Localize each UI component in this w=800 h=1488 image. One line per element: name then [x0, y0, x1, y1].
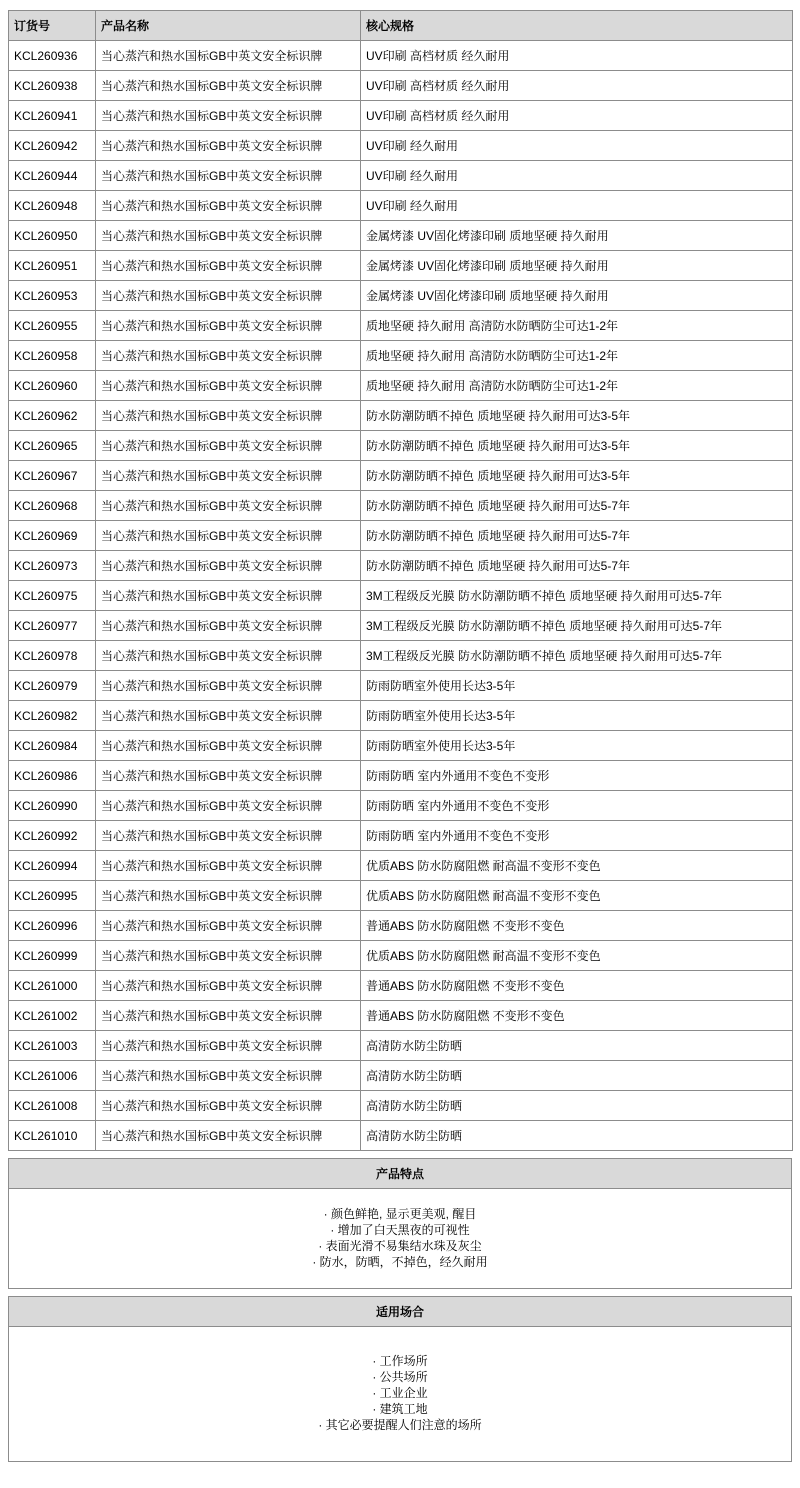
- sku-cell: KCL260936: [9, 41, 96, 71]
- spec-cell: 优质ABS 防水防腐阻燃 耐高温不变形不变色: [361, 881, 793, 911]
- product-name-cell: 当心蒸汽和热水国标GB中英文安全标识牌: [96, 971, 361, 1001]
- table-row: [9, 791, 793, 821]
- sku-cell: KCL260968: [9, 491, 96, 521]
- table-row: [9, 701, 793, 731]
- header-order-number: 订货号: [9, 11, 96, 41]
- product-name-cell: 当心蒸汽和热水国标GB中英文安全标识牌: [96, 791, 361, 821]
- table-row: [9, 911, 793, 941]
- product-table-header: [9, 11, 793, 41]
- product-name-cell: 当心蒸汽和热水国标GB中英文安全标识牌: [96, 431, 361, 461]
- sku-cell: KCL260962: [9, 401, 96, 431]
- table-row: [9, 401, 793, 431]
- table-row: [9, 71, 793, 101]
- occasions-section: [8, 1296, 792, 1462]
- sku-cell: KCL260990: [9, 791, 96, 821]
- occasions-title: 适用场合: [8, 1296, 792, 1327]
- sku-cell: KCL261003: [9, 1031, 96, 1061]
- product-name-cell: 当心蒸汽和热水国标GB中英文安全标识牌: [96, 41, 361, 71]
- product-name-cell: 当心蒸汽和热水国标GB中英文安全标识牌: [96, 491, 361, 521]
- product-name-cell: 当心蒸汽和热水国标GB中英文安全标识牌: [96, 131, 361, 161]
- product-name-cell: 当心蒸汽和热水国标GB中英文安全标识牌: [96, 461, 361, 491]
- product-name-cell: 当心蒸汽和热水国标GB中英文安全标识牌: [96, 671, 361, 701]
- spec-cell: UV印刷 高档材质 经久耐用: [361, 71, 793, 101]
- product-name-cell: 当心蒸汽和热水国标GB中英文安全标识牌: [96, 1121, 361, 1151]
- sku-cell: KCL260992: [9, 821, 96, 851]
- product-name-cell: 当心蒸汽和热水国标GB中英文安全标识牌: [96, 731, 361, 761]
- product-name-cell: 当心蒸汽和热水国标GB中英文安全标识牌: [96, 881, 361, 911]
- table-row: [9, 731, 793, 761]
- sku-cell: KCL260958: [9, 341, 96, 371]
- sku-cell: KCL260965: [9, 431, 96, 461]
- table-row: [9, 311, 793, 341]
- table-row: [9, 281, 793, 311]
- table-row: [9, 881, 793, 911]
- spec-cell: 防水防潮防晒不掉色 质地坚硬 持久耐用可达5-7年: [361, 491, 793, 521]
- table-row: [9, 521, 793, 551]
- sku-cell: KCL260982: [9, 701, 96, 731]
- occasions-list: [8, 1327, 792, 1462]
- spec-cell: 优质ABS 防水防腐阻燃 耐高温不变形不变色: [361, 941, 793, 971]
- header-product-name: 产品名称: [96, 11, 361, 41]
- header-core-spec: 核心规格: [361, 11, 793, 41]
- product-name-cell: 当心蒸汽和热水国标GB中英文安全标识牌: [96, 1031, 361, 1061]
- spec-cell: 防水防潮防晒不掉色 质地坚硬 持久耐用可达3-5年: [361, 431, 793, 461]
- sku-cell: KCL261002: [9, 1001, 96, 1031]
- spec-cell: UV印刷 经久耐用: [361, 131, 793, 161]
- bullet-item: · 其它必要提醒人们注意的场所: [318, 1418, 482, 1432]
- product-table: [8, 10, 793, 1151]
- bullet-item: · 表面光滑不易集结水珠及灰尘: [318, 1239, 482, 1253]
- spec-cell: 质地坚硬 持久耐用 高清防水防晒防尘可达1-2年: [361, 371, 793, 401]
- sku-cell: KCL260975: [9, 581, 96, 611]
- bullet-item: · 工业企业: [372, 1386, 428, 1400]
- spec-cell: 金属烤漆 UV固化烤漆印刷 质地坚硬 持久耐用: [361, 251, 793, 281]
- spec-cell: 普通ABS 防水防腐阻燃 不变形不变色: [361, 971, 793, 1001]
- table-row: [9, 491, 793, 521]
- sku-cell: KCL260948: [9, 191, 96, 221]
- spec-cell: UV印刷 经久耐用: [361, 191, 793, 221]
- spec-cell: 防水防潮防晒不掉色 质地坚硬 持久耐用可达3-5年: [361, 401, 793, 431]
- spec-cell: 普通ABS 防水防腐阻燃 不变形不变色: [361, 911, 793, 941]
- product-name-cell: 当心蒸汽和热水国标GB中英文安全标识牌: [96, 191, 361, 221]
- table-row: [9, 101, 793, 131]
- sku-cell: KCL260955: [9, 311, 96, 341]
- table-row: [9, 191, 793, 221]
- spec-cell: 防雨防晒室外使用长达3-5年: [361, 701, 793, 731]
- table-row: [9, 641, 793, 671]
- sku-cell: KCL260938: [9, 71, 96, 101]
- sku-cell: KCL260941: [9, 101, 96, 131]
- bullet-item: · 公共场所: [372, 1370, 428, 1384]
- product-name-cell: 当心蒸汽和热水国标GB中英文安全标识牌: [96, 311, 361, 341]
- sku-cell: KCL260978: [9, 641, 96, 671]
- product-name-cell: 当心蒸汽和热水国标GB中英文安全标识牌: [96, 221, 361, 251]
- spec-cell: 金属烤漆 UV固化烤漆印刷 质地坚硬 持久耐用: [361, 221, 793, 251]
- sku-cell: KCL260951: [9, 251, 96, 281]
- sku-cell: KCL260967: [9, 461, 96, 491]
- table-row: [9, 341, 793, 371]
- spec-cell: 防雨防晒 室内外通用不变色不变形: [361, 761, 793, 791]
- spec-cell: 3M工程级反光膜 防水防潮防晒不掉色 质地坚硬 持久耐用可达5-7年: [361, 641, 793, 671]
- spec-cell: 高清防水防尘防晒: [361, 1121, 793, 1151]
- spec-cell: 优质ABS 防水防腐阻燃 耐高温不变形不变色: [361, 851, 793, 881]
- spec-cell: 质地坚硬 持久耐用 高清防水防晒防尘可达1-2年: [361, 311, 793, 341]
- product-name-cell: 当心蒸汽和热水国标GB中英文安全标识牌: [96, 401, 361, 431]
- product-name-cell: 当心蒸汽和热水国标GB中英文安全标识牌: [96, 641, 361, 671]
- sku-cell: KCL260953: [9, 281, 96, 311]
- spec-cell: 防水防潮防晒不掉色 质地坚硬 持久耐用可达5-7年: [361, 551, 793, 581]
- sku-cell: KCL260986: [9, 761, 96, 791]
- spec-cell: UV印刷 经久耐用: [361, 161, 793, 191]
- sku-cell: KCL260999: [9, 941, 96, 971]
- table-row: [9, 1031, 793, 1061]
- table-row: [9, 581, 793, 611]
- bullet-item: · 建筑工地: [372, 1402, 428, 1416]
- table-row: [9, 1061, 793, 1091]
- product-name-cell: 当心蒸汽和热水国标GB中英文安全标识牌: [96, 911, 361, 941]
- spec-cell: 高清防水防尘防晒: [361, 1091, 793, 1121]
- spec-cell: 防雨防晒室外使用长达3-5年: [361, 731, 793, 761]
- product-name-cell: 当心蒸汽和热水国标GB中英文安全标识牌: [96, 251, 361, 281]
- features-list: [8, 1189, 792, 1289]
- table-row: [9, 131, 793, 161]
- product-name-cell: 当心蒸汽和热水国标GB中英文安全标识牌: [96, 1091, 361, 1121]
- spec-cell: 防水防潮防晒不掉色 质地坚硬 持久耐用可达5-7年: [361, 521, 793, 551]
- sku-cell: KCL260994: [9, 851, 96, 881]
- product-table-body: [9, 41, 793, 1151]
- spec-cell: 3M工程级反光膜 防水防潮防晒不掉色 质地坚硬 持久耐用可达5-7年: [361, 611, 793, 641]
- product-name-cell: 当心蒸汽和热水国标GB中英文安全标识牌: [96, 821, 361, 851]
- table-row: [9, 371, 793, 401]
- features-title: 产品特点: [8, 1158, 792, 1189]
- table-row: [9, 821, 793, 851]
- table-row: [9, 671, 793, 701]
- table-row: [9, 611, 793, 641]
- product-name-cell: 当心蒸汽和热水国标GB中英文安全标识牌: [96, 281, 361, 311]
- product-name-cell: 当心蒸汽和热水国标GB中英文安全标识牌: [96, 761, 361, 791]
- sku-cell: KCL260969: [9, 521, 96, 551]
- features-section: [8, 1158, 792, 1289]
- product-name-cell: 当心蒸汽和热水国标GB中英文安全标识牌: [96, 851, 361, 881]
- product-name-cell: 当心蒸汽和热水国标GB中英文安全标识牌: [96, 551, 361, 581]
- table-row: [9, 251, 793, 281]
- product-name-cell: 当心蒸汽和热水国标GB中英文安全标识牌: [96, 611, 361, 641]
- sku-cell: KCL261000: [9, 971, 96, 1001]
- product-name-cell: 当心蒸汽和热水国标GB中英文安全标识牌: [96, 161, 361, 191]
- table-row: [9, 1121, 793, 1151]
- spec-cell: 防雨防晒 室内外通用不变色不变形: [361, 791, 793, 821]
- sku-cell: KCL261010: [9, 1121, 96, 1151]
- sku-cell: KCL261008: [9, 1091, 96, 1121]
- product-name-cell: 当心蒸汽和热水国标GB中英文安全标识牌: [96, 1061, 361, 1091]
- table-row: [9, 551, 793, 581]
- product-name-cell: 当心蒸汽和热水国标GB中英文安全标识牌: [96, 101, 361, 131]
- sku-cell: KCL260960: [9, 371, 96, 401]
- spec-cell: 普通ABS 防水防腐阻燃 不变形不变色: [361, 1001, 793, 1031]
- spec-cell: 防雨防晒 室内外通用不变色不变形: [361, 821, 793, 851]
- sku-cell: KCL260979: [9, 671, 96, 701]
- table-row: [9, 221, 793, 251]
- spec-cell: 高清防水防尘防晒: [361, 1061, 793, 1091]
- product-name-cell: 当心蒸汽和热水国标GB中英文安全标识牌: [96, 941, 361, 971]
- sku-cell: KCL260944: [9, 161, 96, 191]
- spec-cell: 质地坚硬 持久耐用 高清防水防晒防尘可达1-2年: [361, 341, 793, 371]
- sku-cell: KCL260973: [9, 551, 96, 581]
- product-name-cell: 当心蒸汽和热水国标GB中英文安全标识牌: [96, 71, 361, 101]
- table-row: [9, 461, 793, 491]
- sku-cell: KCL260995: [9, 881, 96, 911]
- bullet-item: · 工作场所: [372, 1354, 428, 1368]
- spec-cell: UV印刷 高档材质 经久耐用: [361, 101, 793, 131]
- sku-cell: KCL260996: [9, 911, 96, 941]
- table-row: [9, 161, 793, 191]
- sku-cell: KCL260942: [9, 131, 96, 161]
- header-row: [9, 11, 793, 41]
- table-row: [9, 41, 793, 71]
- product-name-cell: 当心蒸汽和热水国标GB中英文安全标识牌: [96, 701, 361, 731]
- product-name-cell: 当心蒸汽和热水国标GB中英文安全标识牌: [96, 521, 361, 551]
- spec-cell: 3M工程级反光膜 防水防潮防晒不掉色 质地坚硬 持久耐用可达5-7年: [361, 581, 793, 611]
- sku-cell: KCL260984: [9, 731, 96, 761]
- product-name-cell: 当心蒸汽和热水国标GB中英文安全标识牌: [96, 1001, 361, 1031]
- table-row: [9, 1001, 793, 1031]
- product-name-cell: 当心蒸汽和热水国标GB中英文安全标识牌: [96, 581, 361, 611]
- sku-cell: KCL260977: [9, 611, 96, 641]
- product-name-cell: 当心蒸汽和热水国标GB中英文安全标识牌: [96, 371, 361, 401]
- bullet-item: · 颜色鲜艳, 显示更美观, 醒目: [323, 1207, 477, 1221]
- table-row: [9, 941, 793, 971]
- spec-cell: 高清防水防尘防晒: [361, 1031, 793, 1061]
- spec-cell: 防雨防晒室外使用长达3-5年: [361, 671, 793, 701]
- spec-cell: 防水防潮防晒不掉色 质地坚硬 持久耐用可达3-5年: [361, 461, 793, 491]
- table-row: [9, 761, 793, 791]
- table-row: [9, 971, 793, 1001]
- spec-cell: UV印刷 高档材质 经久耐用: [361, 41, 793, 71]
- product-name-cell: 当心蒸汽和热水国标GB中英文安全标识牌: [96, 341, 361, 371]
- table-row: [9, 431, 793, 461]
- table-row: [9, 851, 793, 881]
- bullet-item: · 增加了白天黑夜的可视性: [330, 1223, 470, 1237]
- spec-cell: 金属烤漆 UV固化烤漆印刷 质地坚硬 持久耐用: [361, 281, 793, 311]
- bullet-item: · 防水，防晒，不掉色，经久耐用: [312, 1255, 488, 1269]
- sku-cell: KCL261006: [9, 1061, 96, 1091]
- table-row: [9, 1091, 793, 1121]
- sku-cell: KCL260950: [9, 221, 96, 251]
